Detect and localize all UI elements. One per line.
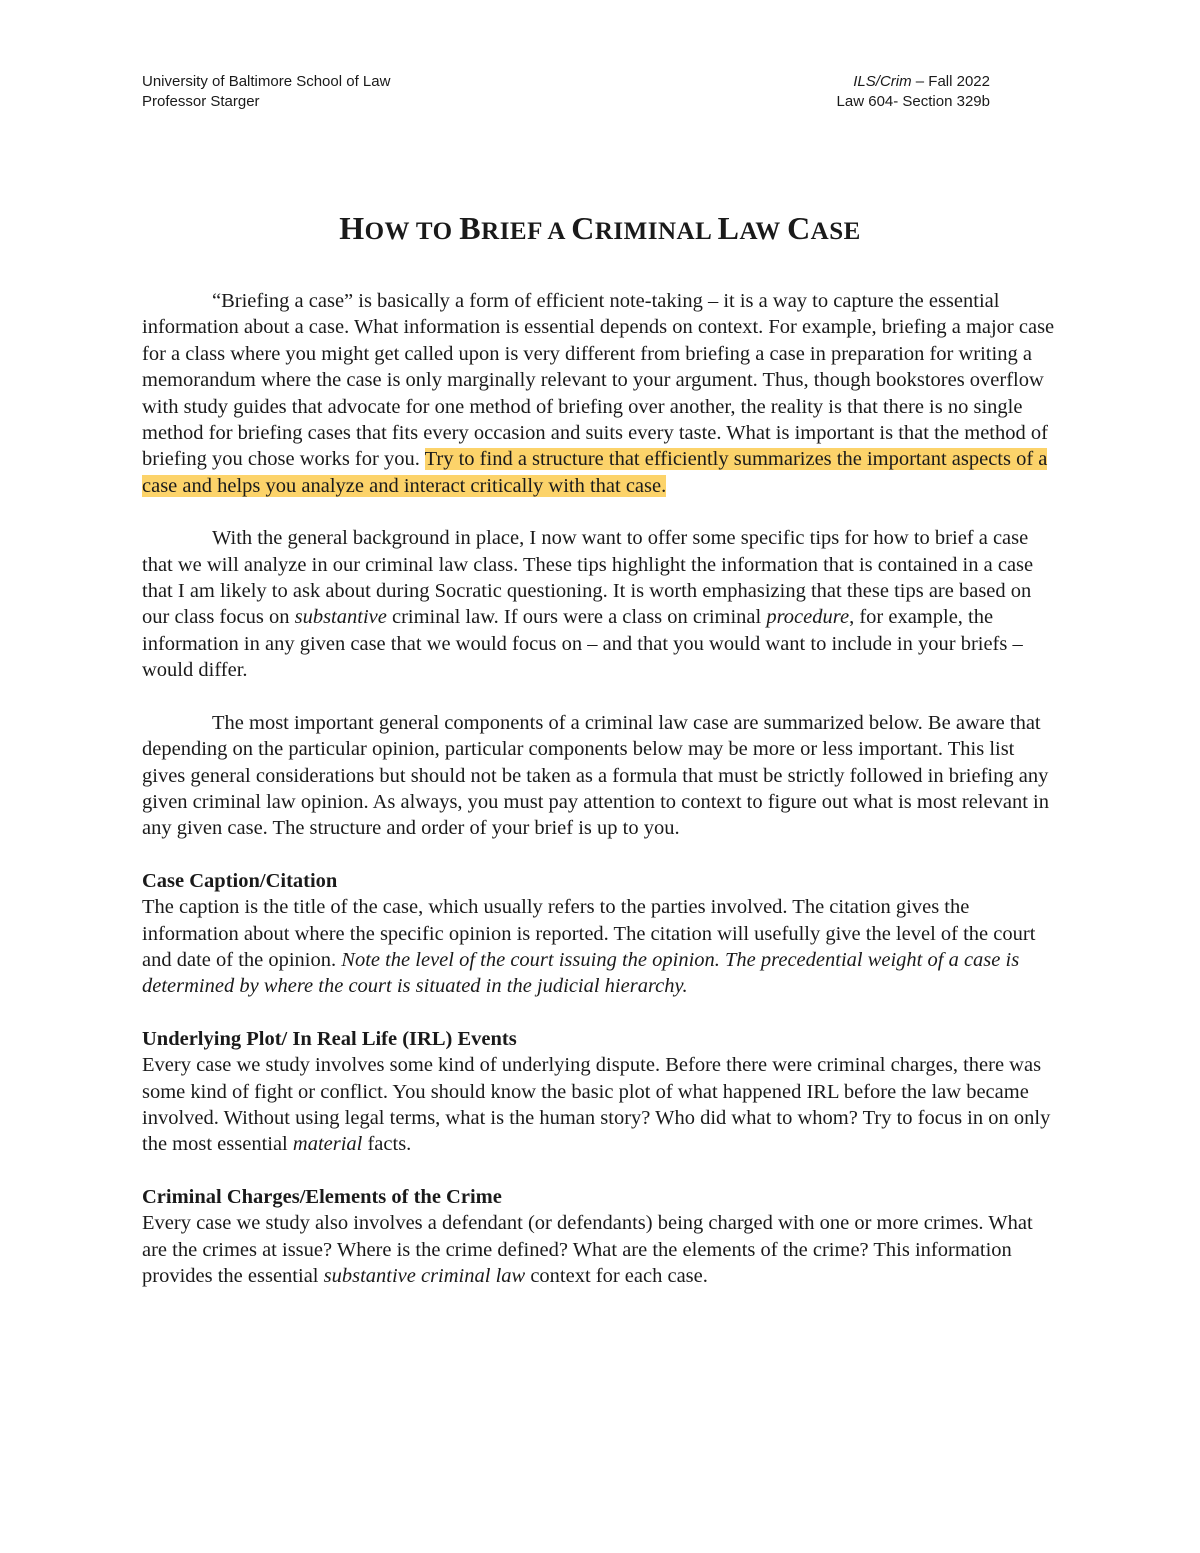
highlighted-text: Try to find a structure that efficiently summarizes the important aspects of a case and helps you analyze and interact critically with that case. (142, 448, 1048, 497)
document-title: HOW TO BRIEF A CRIMINAL LAW CASE (339, 210, 861, 246)
section-text: Every case we study involves some kind of underlying dispute. Before there were criminal charges, there was some kind of fight or conflict. You should know the basic plot of what happened IRL before the law became involved. Without using legal terms, what is the human story? Who did what to whom? Try to focus in on only the most essential material facts. (142, 1054, 1051, 1156)
components-paragraph: The most important general components of a criminal law case are summarized below. Be aware that depending on the particular opinion, particular components below may be more or less important. This list gives general considerations but should not be taken as a formula that must be strictly followed in briefing any given criminal law opinion. As always, you must pay attention to context to figure out what is most relevant in any given case. The structure and order of your brief is up to you. (142, 711, 1049, 840)
section-text: The caption is the title of the case, which usually refers to the parties involved. The citation gives the information about where the specific opinion is reported. The citation will usefully give the level of the court and date of the opinion. Note the level of the court issuing the opinion. The precedential weight of a case is determined by where the court is situated in the judicial hierarchy. (142, 896, 1036, 998)
section-heading: Criminal Charges/Elements of the Crime (142, 1185, 502, 1208)
section-text: Every case we study also involves a defendant (or defendants) being charged with one or more crimes. What are the crimes at issue? Where is the crime defined? What are the elements of the crime? This information provides the essential substantive criminal law context for each case. (142, 1212, 1033, 1287)
school-name: University of Baltimore School of Law (142, 73, 391, 90)
section-underlying-plot (142, 1026, 1062, 1158)
course-code: ILS/Crim (853, 73, 912, 90)
professor-name: Professor Starger (142, 93, 260, 110)
document-body (142, 288, 1062, 1315)
header-row-2 (142, 92, 990, 112)
section-heading: Case Caption/Citation (142, 869, 338, 892)
document-header (142, 72, 990, 112)
tips-paragraph: With the general background in place, I now want to offer some specific tips for how to brief a case that we will analyze in our criminal law class. These tips highlight the information that is contained in a case that I am likely to ask about during Socratic questioning. It is worth emphasizing that these tips are based on our class focus on substantive criminal law. If ours were a class on criminal procedure, for example, the information in any given case that we would focus on – and that you would want to include in your briefs – would differ. (142, 527, 1034, 682)
intro-paragraph: “Briefing a case” is basically a form of efficient note-taking – it is a way to capture the essential information about a case. What information is essential depends on context. For example, briefing a major case for a class where you might get called upon is very different from briefing a case in preparation for writing a memorandum where the case is only marginally relevant to your argument. Thus, though bookstores overflow with study guides that advocate for one method of briefing over another, the reality is that there is no single method for briefing cases that fits every occasion and suits every taste. What is important is that the method of briefing you chose works for you. Try to find a structure that efficiently summarizes the important aspects of a case and helps you analyze and interact critically with that case. (142, 290, 1055, 497)
course-section: Law 604- Section 329b (836, 93, 990, 110)
section-criminal-charges (142, 1184, 1062, 1290)
course-term (853, 72, 990, 92)
header-row-1 (142, 72, 990, 92)
term-label: – Fall 2022 (911, 73, 990, 90)
section-case-caption (142, 868, 1062, 1000)
section-heading: Underlying Plot/ In Real Life (IRL) Events (142, 1027, 517, 1050)
